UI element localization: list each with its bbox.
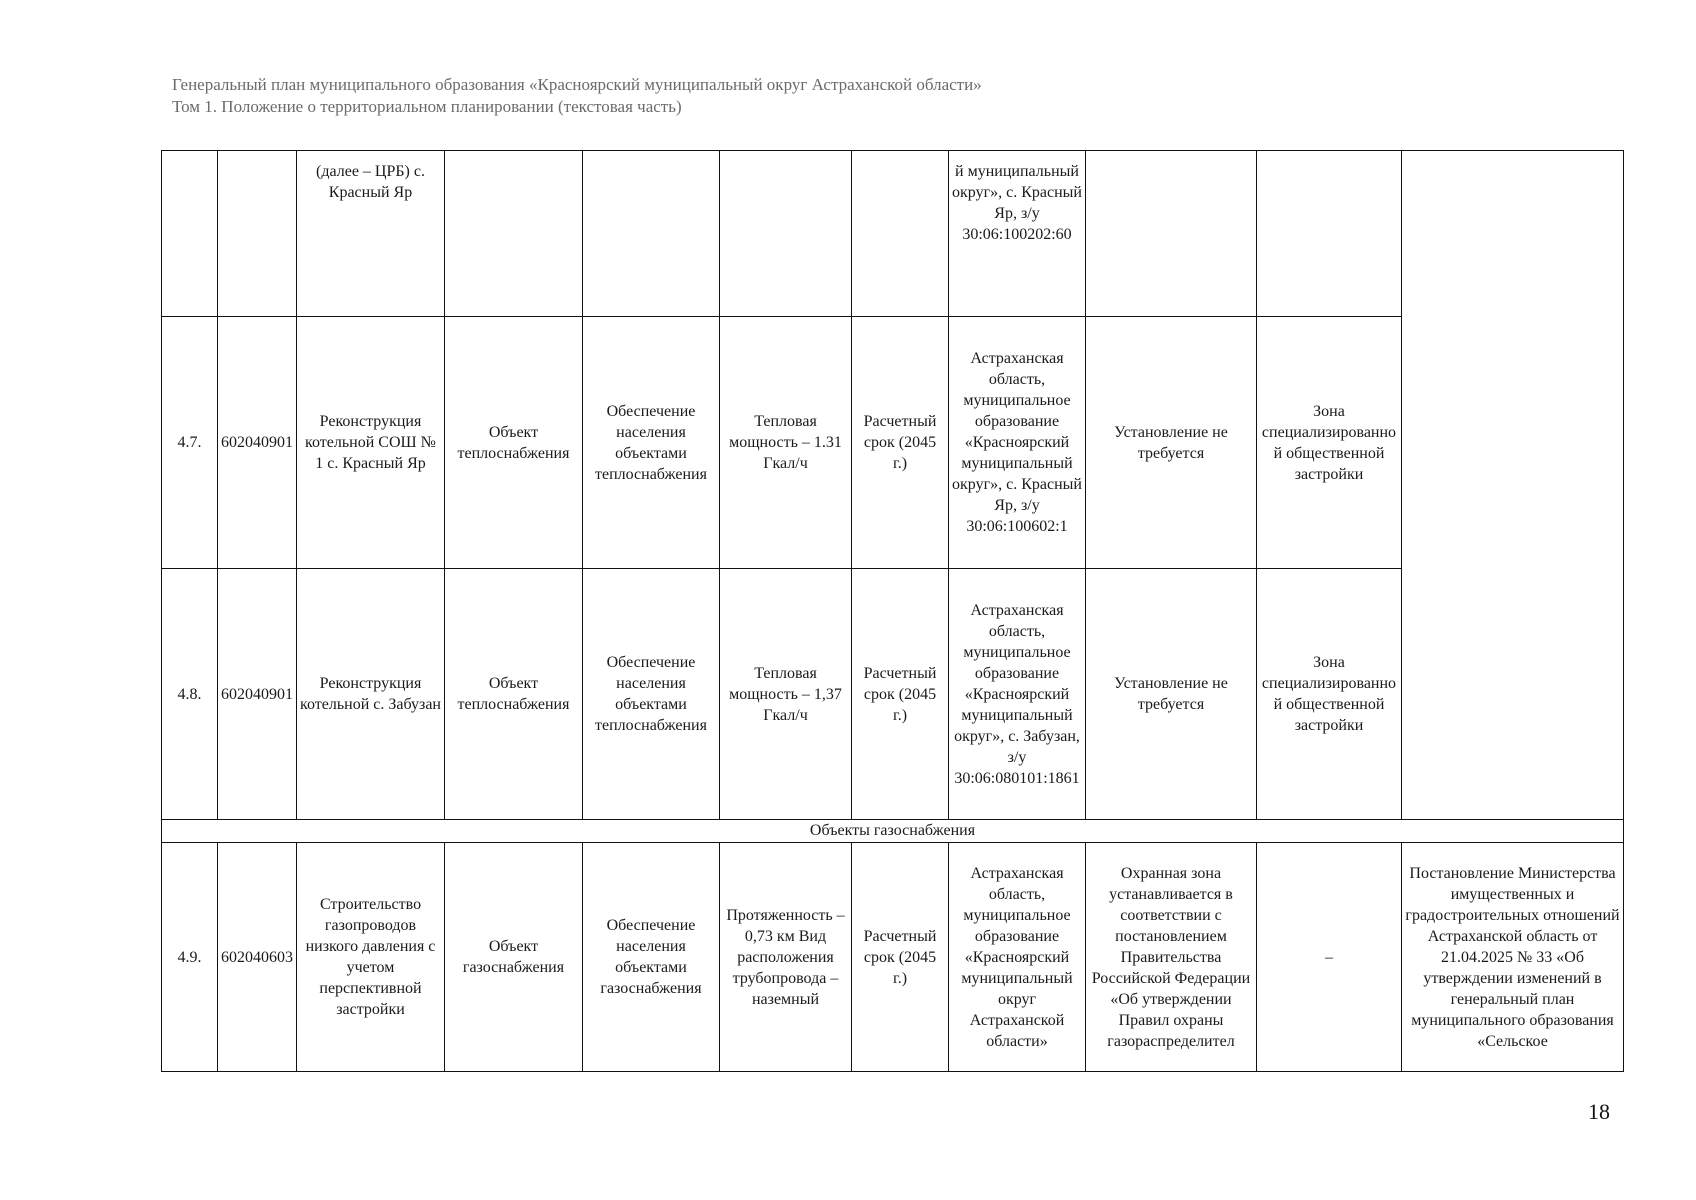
cell-func-zone: Зона специализированной общественной застройки <box>1257 569 1402 820</box>
cell-characteristics: Протяженность – 0,73 км Вид расположения трубопровода – наземный <box>720 843 852 1072</box>
cell-name: Строительство газопроводов низкого давления с учетом перспективной застройки <box>297 843 445 1072</box>
cell-func-zone <box>1257 151 1402 317</box>
cell-purpose: Обеспечение населения объектами теплоснабжения <box>583 317 720 569</box>
cell-term <box>852 151 949 317</box>
cell-location: Астраханская область, муниципальное образование «Красноярский муниципальный округ Астраханской области» <box>949 843 1086 1072</box>
section-gas-title: Объекты газоснабжения <box>162 820 1624 843</box>
document-volume: Том 1. Положение о территориальном планировании (текстовая часть) <box>172 97 682 116</box>
cell-name: Реконструкция котельной СОШ № 1 с. Красный Яр <box>297 317 445 569</box>
document-title: Генеральный план муниципального образования «Красноярский муниципальный округ Астраханской области» <box>172 75 982 94</box>
cell-purpose: Обеспечение населения объектами газоснабжения <box>583 843 720 1072</box>
cell-zone <box>1086 151 1257 317</box>
cell-zone: Установление не требуется <box>1086 317 1257 569</box>
cell-term: Расчетный срок (2045 г.) <box>852 569 949 820</box>
cell-num: 4.8. <box>162 569 218 820</box>
table-row <box>162 151 1624 317</box>
cell-name: Реконструкция котельной с. Забузан <box>297 569 445 820</box>
cell-num: 4.7. <box>162 317 218 569</box>
document-header <box>172 74 982 118</box>
cell-term: Расчетный срок (2045 г.) <box>852 843 949 1072</box>
cell-name: (далее – ЦРБ) с. Красный Яр <box>297 151 445 317</box>
cell-num <box>162 151 218 317</box>
cell-term: Расчетный срок (2045 г.) <box>852 317 949 569</box>
cell-type: Объект газоснабжения <box>445 843 583 1072</box>
table-row <box>162 843 1624 1072</box>
cell-characteristics <box>720 151 852 317</box>
cell-characteristics: Тепловая мощность – 1.31 Гкал/ч <box>720 317 852 569</box>
section-row <box>162 820 1624 843</box>
cell-type <box>445 151 583 317</box>
cell-code: 602040603 <box>218 843 297 1072</box>
cell-purpose <box>583 151 720 317</box>
cell-type: Объект теплоснабжения <box>445 317 583 569</box>
cell-code: 602040901 <box>218 317 297 569</box>
cell-zone: Установление не требуется <box>1086 569 1257 820</box>
cell-location: Астраханская область, муниципальное образование «Красноярский муниципальный округ», с. Забузан, з/у 30:06:080101:1861 <box>949 569 1086 820</box>
cell-location: Астраханская область, муниципальное образование «Красноярский муниципальный округ», с. Красный Яр, з/у 30:06:100602:1 <box>949 317 1086 569</box>
objects-table <box>161 150 1624 1072</box>
cell-purpose: Обеспечение населения объектами теплоснабжения <box>583 569 720 820</box>
cell-zone: Охранная зона устанавливается в соответствии с постановлением Правительства Российской Федерации «Об утверждении Правил охраны газораспределител <box>1086 843 1257 1072</box>
cell-note: Постановление Министерства имущественных и градостроительных отношений Астраханской область от 21.04.2025 № 33 «Об утверждении изменений в генеральный план муниципального образования «Сельское <box>1402 843 1624 1072</box>
cell-func-zone: Зона специализированной общественной застройки <box>1257 317 1402 569</box>
cell-code <box>218 151 297 317</box>
cell-num: 4.9. <box>162 843 218 1072</box>
page-number: 18 <box>1588 1099 1610 1124</box>
cell-characteristics: Тепловая мощность – 1,37 Гкал/ч <box>720 569 852 820</box>
cell-location: й муниципальный округ», с. Красный Яр, з/у 30:06:100202:60 <box>949 151 1086 317</box>
cell-note <box>1402 151 1624 820</box>
cell-func-zone: – <box>1257 843 1402 1072</box>
cell-type: Объект теплоснабжения <box>445 569 583 820</box>
cell-code: 602040901 <box>218 569 297 820</box>
